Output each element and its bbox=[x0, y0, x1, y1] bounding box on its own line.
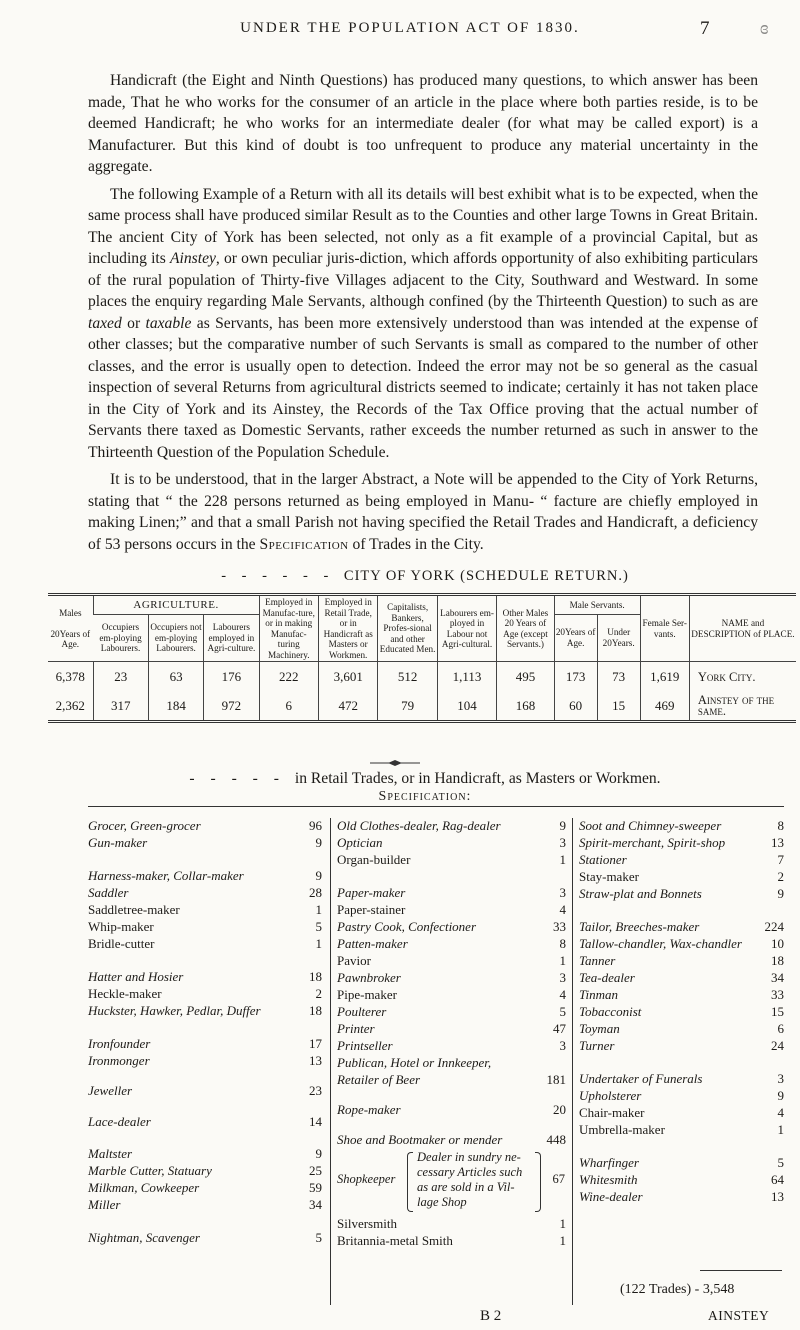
trade-count: 2 bbox=[294, 986, 322, 1002]
trade-name: Retailer of Beer bbox=[337, 1072, 421, 1087]
trade-count: 3 bbox=[538, 885, 566, 901]
trade-name: Pawnbroker bbox=[337, 970, 401, 985]
trade-count: 18 bbox=[294, 1003, 322, 1019]
trade-name: Lace-dealer bbox=[88, 1114, 151, 1129]
trade-count: 2 bbox=[756, 869, 784, 885]
trade-item bbox=[88, 936, 322, 952]
trade-count: 34 bbox=[294, 1197, 322, 1213]
trade-name: Whip-maker bbox=[88, 919, 154, 934]
shopkeeper-description: as are sold in a Vil- bbox=[417, 1180, 515, 1194]
trade-name: Tanner bbox=[579, 953, 616, 968]
trade-count: 5 bbox=[538, 1004, 566, 1020]
header-occupiers-employing: Occupiers em-ploying Labourers. bbox=[93, 614, 148, 661]
trade-name: Printer bbox=[337, 1021, 375, 1036]
trade-name: Spirit-merchant, Spirit-shop bbox=[579, 835, 726, 850]
signature-mark: B 2 bbox=[480, 1308, 502, 1324]
trade-count: 8 bbox=[538, 936, 566, 952]
trade-name: Tea-dealer bbox=[579, 970, 635, 985]
trade-count: 10 bbox=[756, 936, 784, 952]
trade-item bbox=[337, 970, 566, 986]
total-rule bbox=[700, 1270, 782, 1271]
paragraph-handicraft: Handicraft (the Eight and Ninth Questions) has produced many questions, to which answer has been made, That he who works for the consumer of an article in the place where both parties reside, is to be deemed Handicraft; he who works for an intermediate dealer (for what may be called export) is a Manufacturer. But this kind of doubt is too unfrequent to produce any material uncertainty in the aggregate. bbox=[88, 72, 758, 175]
trade-name: Tinman bbox=[579, 987, 619, 1002]
trade-count: 5 bbox=[756, 1155, 784, 1171]
trade-count: 4 bbox=[756, 1105, 784, 1121]
trade-item bbox=[88, 1197, 322, 1213]
trade-count: 15 bbox=[756, 1004, 784, 1020]
ornament-divider bbox=[370, 760, 420, 766]
trade-item bbox=[579, 869, 784, 885]
trade-item bbox=[337, 1055, 566, 1071]
header-servants-under-20: Under 20Years. bbox=[597, 614, 640, 661]
trade-item bbox=[579, 1105, 784, 1121]
trade-name: Heckle-maker bbox=[88, 986, 162, 1001]
trade-item bbox=[88, 1003, 322, 1019]
trade-item bbox=[579, 835, 784, 851]
trade-count: 13 bbox=[756, 1189, 784, 1205]
trade-item bbox=[88, 1146, 322, 1162]
trade-name: Tallow-chandler, Wax-chandler bbox=[579, 936, 742, 951]
trade-count: 3 bbox=[756, 1071, 784, 1087]
trade-name: Stay-maker bbox=[579, 869, 639, 884]
trade-name: Upholsterer bbox=[579, 1088, 642, 1103]
trades-total: (122 Trades) - 3,548 bbox=[620, 1282, 735, 1297]
trade-name: Straw-plat and Bonnets bbox=[579, 886, 702, 901]
trade-item bbox=[337, 936, 566, 952]
trade-item bbox=[579, 1071, 784, 1087]
trade-item bbox=[337, 1004, 566, 1020]
trade-item bbox=[579, 936, 784, 952]
trades-column-2 bbox=[330, 818, 566, 1305]
trade-item bbox=[337, 953, 566, 969]
trade-item bbox=[88, 835, 322, 851]
trade-item bbox=[337, 852, 566, 868]
table-title: - - - - - - CITY OF YORK (SCHEDULE RETURN.) bbox=[221, 568, 629, 584]
trade-item bbox=[88, 1053, 322, 1069]
trade-count: 6 bbox=[756, 1021, 784, 1037]
trade-item bbox=[579, 1004, 784, 1020]
trade-item bbox=[88, 818, 322, 834]
trade-item bbox=[88, 1083, 322, 1099]
trade-item bbox=[579, 886, 784, 902]
trade-count: 17 bbox=[294, 1036, 322, 1052]
header-place: NAME and DESCRIPTION of PLACE. bbox=[689, 595, 796, 662]
trade-item bbox=[88, 919, 322, 935]
header-manufacture: Employed in Manufac-ture, or in making Manufac-turing Machinery. bbox=[259, 595, 318, 662]
trade-count: 1 bbox=[538, 1216, 566, 1232]
trade-count: 3 bbox=[538, 835, 566, 851]
trade-name: Optician bbox=[337, 835, 383, 850]
trade-name: Stationer bbox=[579, 852, 627, 867]
trade-item bbox=[337, 1102, 566, 1118]
trade-count: 4 bbox=[538, 902, 566, 918]
shopkeeper-count: 67 bbox=[552, 1172, 565, 1186]
trade-name: Turner bbox=[579, 1038, 615, 1053]
header-servants-20: 20Years of Age. bbox=[554, 614, 597, 661]
trade-item bbox=[337, 1072, 566, 1088]
trade-count: 1 bbox=[756, 1122, 784, 1138]
trade-count: 4 bbox=[538, 987, 566, 1003]
trade-count: 1 bbox=[538, 852, 566, 868]
trade-item bbox=[579, 987, 784, 1003]
trade-count: 9 bbox=[756, 1088, 784, 1104]
trade-item bbox=[579, 818, 784, 834]
trade-count: 9 bbox=[538, 818, 566, 834]
trade-name: Whitesmith bbox=[579, 1172, 638, 1187]
trade-count: 3 bbox=[538, 970, 566, 986]
trade-item bbox=[88, 868, 322, 884]
paragraph-example: The following Example of a Return with all its details will best exhibit what is to be expected, when the same process shall have produced similar Result as to the Counties and other large Towns in Great Britain. The ancient City of York has been selected, not only as a fit example of a provincial Capital, but as including its Ainstey, or own peculiar juris-diction, which affords opportunity of also exhibiting particulars of the rural population of Thirty-five Villages adjacent to the City, Southward and Westward. In some places the enquiry regarding Male Servants, although confined (by the Thirteenth Question) to such as are taxed or taxable as Servants, has been more extensively understood than was intended at the expense of other classes; but the comparative number of such Servants is small as compared to the number of other classes, and the error is usually open to detection. Indeed the error may not be so general as the casual inspection of several Returns from agricultural districts seemed to indicate; certainly it has not taken place in the City of York and its Ainstey, the Records of the Tax Office proving that the actual number of Servants there taxed as Domestic Servants, rather exceeds the number returned as such in answer to the Thirteenth Question of the Population Schedule. bbox=[88, 185, 758, 461]
trade-item bbox=[579, 919, 784, 935]
brace-left bbox=[407, 1152, 413, 1212]
trade-count: 5 bbox=[294, 1230, 322, 1246]
shopkeeper-entry bbox=[337, 1150, 565, 1214]
trade-count: 18 bbox=[294, 969, 322, 985]
trade-name: Toyman bbox=[579, 1021, 620, 1036]
header-capitalists: Capitalists, Bankers, Profes-sional and other Educated Men. bbox=[378, 595, 437, 662]
trades-column-3 bbox=[572, 818, 784, 1305]
trade-item bbox=[88, 1114, 322, 1130]
trade-name: Huckster, Hawker, Pedlar, Duffer bbox=[88, 1003, 261, 1018]
trade-name: Maltster bbox=[88, 1146, 133, 1161]
header-males: Males 20Years of Age. bbox=[48, 595, 93, 662]
trade-count: 9 bbox=[294, 868, 322, 884]
trade-name: Silversmith bbox=[337, 1216, 397, 1231]
trade-item bbox=[337, 1216, 566, 1232]
brace-right bbox=[535, 1152, 541, 1212]
trade-name: Harness-maker, Collar-maker bbox=[88, 868, 244, 883]
brace-line bbox=[88, 806, 784, 812]
header-female-servants: Female Ser-vants. bbox=[640, 595, 689, 662]
trade-count: 59 bbox=[294, 1180, 322, 1196]
header-occupiers-not-employing: Occupiers not em-ploying Labourers. bbox=[148, 614, 203, 661]
trade-name: Marble Cutter, Statuary bbox=[88, 1163, 212, 1178]
trade-item bbox=[579, 953, 784, 969]
trade-name: Patten-maker bbox=[337, 936, 408, 951]
shopkeeper-label: Shopkeeper bbox=[337, 1172, 396, 1186]
trade-item bbox=[337, 1233, 566, 1249]
catchword: AINSTEY bbox=[708, 1308, 770, 1323]
trade-name: Britannia-metal Smith bbox=[337, 1233, 453, 1248]
trade-name: Jeweller bbox=[88, 1083, 133, 1098]
trade-count: 448 bbox=[538, 1132, 566, 1148]
margin-mark: ɞ bbox=[760, 18, 769, 39]
trade-name: Wine-dealer bbox=[579, 1189, 643, 1204]
trade-name: Old Clothes-dealer, Rag-dealer bbox=[337, 818, 501, 833]
trade-name: Miller bbox=[88, 1197, 121, 1212]
trade-count: 9 bbox=[294, 1146, 322, 1162]
trade-item bbox=[88, 1230, 322, 1246]
trade-item bbox=[337, 818, 566, 834]
trade-count: 28 bbox=[294, 885, 322, 901]
ainstey-term: Ainstey bbox=[170, 250, 216, 267]
taxed-term: taxed bbox=[88, 314, 122, 332]
trade-name: Undertaker of Funerals bbox=[579, 1071, 703, 1086]
header-other-males: Other Males 20 Years of Age (except Servants.) bbox=[497, 595, 554, 662]
trade-count: 23 bbox=[294, 1083, 322, 1099]
trade-count: 181 bbox=[538, 1072, 566, 1088]
trade-item bbox=[579, 970, 784, 986]
trade-count: 5 bbox=[294, 919, 322, 935]
trade-item bbox=[337, 919, 566, 935]
trade-name: Poulterer bbox=[337, 1004, 387, 1019]
trade-count: 1 bbox=[538, 953, 566, 969]
trade-count: 1 bbox=[294, 902, 322, 918]
trade-name: Wharfinger bbox=[579, 1155, 639, 1170]
trade-count: 33 bbox=[756, 987, 784, 1003]
trade-name: Bridle-cutter bbox=[88, 936, 155, 951]
trade-name: Pastry Cook, Confectioner bbox=[337, 919, 477, 934]
retail-title: - - - - - in Retail Trades, or in Handicraft, as Masters or Workmen. bbox=[189, 770, 661, 787]
trade-item bbox=[337, 1038, 566, 1054]
trade-name: Paper-stainer bbox=[337, 902, 406, 917]
trade-name: Saddler bbox=[88, 885, 129, 900]
trade-count: 13 bbox=[294, 1053, 322, 1069]
trade-item bbox=[88, 1036, 322, 1052]
trade-count: 47 bbox=[538, 1021, 566, 1037]
trade-count: 25 bbox=[294, 1163, 322, 1179]
trade-name: Ironfounder bbox=[88, 1036, 151, 1051]
trade-name: Pipe-maker bbox=[337, 987, 397, 1002]
specification-term: Specification bbox=[259, 535, 349, 553]
trade-item bbox=[337, 885, 566, 901]
trade-count: 14 bbox=[294, 1114, 322, 1130]
trade-item bbox=[337, 1021, 566, 1037]
trade-item bbox=[88, 902, 322, 918]
trade-item bbox=[88, 885, 322, 901]
trade-item bbox=[88, 969, 322, 985]
trade-count: 96 bbox=[294, 818, 322, 834]
trade-count: 20 bbox=[538, 1102, 566, 1118]
trade-count: 64 bbox=[756, 1172, 784, 1188]
paragraph-note: It is to be understood, that in the larger Abstract, a Note will be appended to the City of York Returns, stating that “ the 228 persons returned as being employed in Manu- “ facture are chiefly employed in making Linen;” and that a small Parish not having specified the Retail Trades and Handicraft, a deficiency of 53 persons occurs in the Specification of Trades in the City. bbox=[88, 471, 758, 553]
specification-title: Specification: bbox=[378, 789, 472, 804]
page-header bbox=[0, 18, 800, 48]
trade-name: Grocer, Green-grocer bbox=[88, 818, 201, 833]
trade-name: Nightman, Scavenger bbox=[88, 1230, 200, 1245]
trade-item bbox=[88, 986, 322, 1002]
trade-name: Gun-maker bbox=[88, 835, 148, 850]
trade-count: 13 bbox=[756, 835, 784, 851]
trade-name: Publican, Hotel or Innkeeper, bbox=[337, 1055, 492, 1070]
trade-item bbox=[337, 835, 566, 851]
header-agriculture: AGRICULTURE. bbox=[93, 595, 259, 615]
table-row: 6,378 23 63 176 222 3,601 512 1,113 495 173 73 1,619 York City. bbox=[48, 662, 796, 692]
trade-count: 18 bbox=[756, 953, 784, 969]
trade-count: 9 bbox=[756, 886, 784, 902]
trade-count: 9 bbox=[294, 835, 322, 851]
trade-name: Ironmonger bbox=[88, 1053, 150, 1068]
trade-name: Pavior bbox=[337, 953, 371, 968]
table-row: 2,362 317 184 972 6 472 79 104 168 60 15 469 Ainstey of the same. bbox=[48, 692, 796, 722]
trade-item bbox=[579, 1021, 784, 1037]
running-head: UNDER THE POPULATION ACT OF 1830. bbox=[240, 20, 580, 36]
shopkeeper-description: cessary Articles such bbox=[417, 1165, 523, 1179]
trade-item bbox=[337, 902, 566, 918]
header-labourers-other: Labourers em-ployed in Labour not Agri-cultural. bbox=[437, 595, 496, 662]
trade-name: Saddletree-maker bbox=[88, 902, 180, 917]
trade-item bbox=[337, 987, 566, 1003]
trade-count: 1 bbox=[538, 1233, 566, 1249]
trade-item bbox=[579, 1172, 784, 1188]
trade-name: Tobacconist bbox=[579, 1004, 642, 1019]
trade-name: Milkman, Cowkeeper bbox=[88, 1180, 200, 1195]
trade-item bbox=[579, 1155, 784, 1171]
trade-item bbox=[579, 1189, 784, 1205]
shopkeeper-description: Dealer in sundry ne- bbox=[417, 1150, 521, 1164]
taxable-term: taxable bbox=[145, 314, 192, 332]
trade-item bbox=[337, 1132, 566, 1148]
trade-count: 7 bbox=[756, 852, 784, 868]
trade-count: 33 bbox=[538, 919, 566, 935]
census-table bbox=[48, 593, 796, 723]
trade-item bbox=[579, 1122, 784, 1138]
trade-item bbox=[88, 1180, 322, 1196]
trade-name: Printseller bbox=[337, 1038, 393, 1053]
trade-name: Organ-builder bbox=[337, 852, 411, 867]
trade-count: 3 bbox=[538, 1038, 566, 1054]
trade-item bbox=[579, 1088, 784, 1104]
trade-count: 24 bbox=[756, 1038, 784, 1054]
trade-item bbox=[88, 1163, 322, 1179]
trade-name: Tailor, Breeches-maker bbox=[579, 919, 700, 934]
header-labourers-agriculture: Labourers employed in Agri-culture. bbox=[204, 614, 259, 661]
trade-name: Umbrella-maker bbox=[579, 1122, 665, 1137]
header-male-servants: Male Servants. bbox=[554, 595, 640, 615]
page-number: 7 bbox=[700, 18, 710, 39]
body-text bbox=[88, 70, 758, 555]
trade-count: 1 bbox=[294, 936, 322, 952]
trade-item bbox=[579, 852, 784, 868]
header-retail: Employed in Retail Trade, or in Handicraft as Masters or Workmen. bbox=[318, 595, 377, 662]
trade-name: Shoe and Bootmaker or mender bbox=[337, 1132, 503, 1147]
trade-count: 8 bbox=[756, 818, 784, 834]
trade-name: Hatter and Hosier bbox=[88, 969, 184, 984]
trade-name: Rope-maker bbox=[337, 1102, 401, 1117]
trade-name: Paper-maker bbox=[337, 885, 406, 900]
trade-count: 34 bbox=[756, 970, 784, 986]
trade-name: Chair-maker bbox=[579, 1105, 645, 1120]
shopkeeper-description: lage Shop bbox=[417, 1195, 467, 1209]
trade-item bbox=[579, 1038, 784, 1054]
trade-name: Soot and Chimney-sweeper bbox=[579, 818, 722, 833]
trade-count: 224 bbox=[756, 919, 784, 935]
